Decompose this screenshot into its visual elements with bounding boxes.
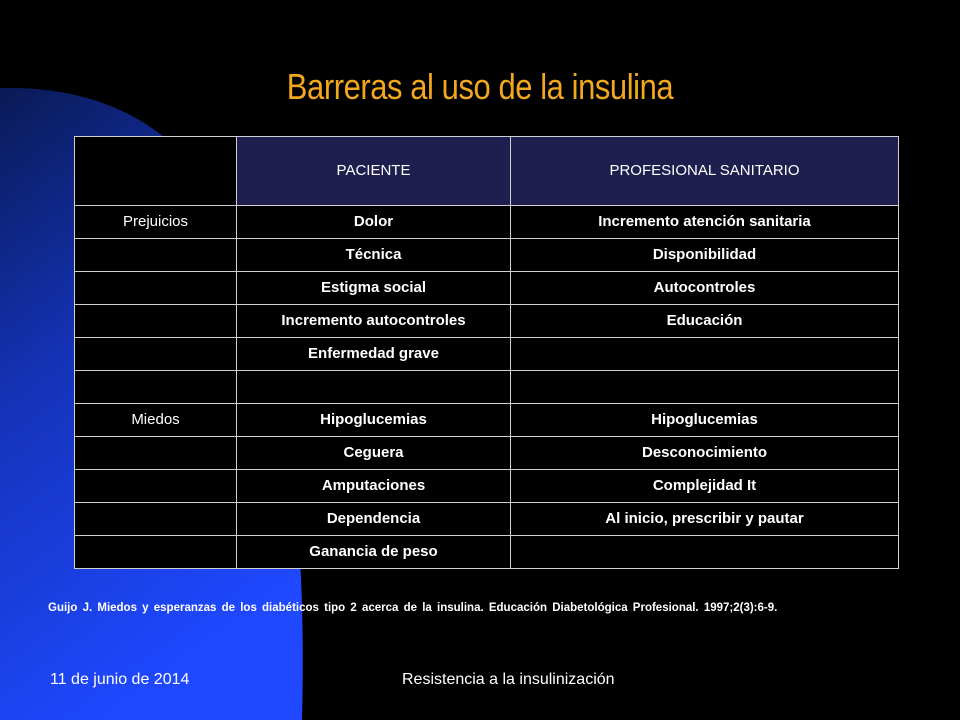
table-row <box>75 206 899 239</box>
category-cell <box>75 272 237 305</box>
profesional-cell: Disponibilidad <box>511 239 899 272</box>
table-row <box>75 503 899 536</box>
table-row <box>75 404 899 437</box>
table-row <box>75 470 899 503</box>
paciente-cell: Enfermedad grave <box>237 338 511 371</box>
profesional-cell: Autocontroles <box>511 272 899 305</box>
table-row <box>75 272 899 305</box>
profesional-cell: Complejidad It <box>511 470 899 503</box>
category-cell <box>75 503 237 536</box>
paciente-cell: Ceguera <box>237 437 511 470</box>
paciente-cell: Ganancia de peso <box>237 536 511 569</box>
paciente-cell: Dolor <box>237 206 511 239</box>
header-corner-cell <box>75 137 237 206</box>
table-row <box>75 239 899 272</box>
header-profesional: PROFESIONAL SANITARIO <box>511 137 899 206</box>
category-cell <box>75 338 237 371</box>
category-cell <box>75 536 237 569</box>
category-cell <box>75 305 237 338</box>
table-row <box>75 536 899 569</box>
profesional-cell: Incremento atención sanitaria <box>511 206 899 239</box>
footer-title: Resistencia a la insulinización <box>402 671 615 688</box>
table-row <box>75 305 899 338</box>
category-cell: Prejuicios <box>75 206 237 239</box>
category-cell: Miedos <box>75 404 237 437</box>
paciente-cell: Dependencia <box>237 503 511 536</box>
paciente-cell: Amputaciones <box>237 470 511 503</box>
table-row <box>75 437 899 470</box>
category-cell <box>75 470 237 503</box>
table-header-row <box>75 137 899 206</box>
citation-text: Guijo J. Miedos y esperanzas de los diabéticos tipo 2 acerca de la insulina. Educación Diabetológica Profesional. 1997;2(3):6-9. <box>48 602 778 614</box>
category-cell <box>75 239 237 272</box>
profesional-cell <box>511 371 899 404</box>
profesional-cell: Desconocimiento <box>511 437 899 470</box>
footer-date: 11 de junio de 2014 <box>50 671 190 688</box>
header-paciente: PACIENTE <box>237 137 511 206</box>
profesional-cell <box>511 338 899 371</box>
paciente-cell: Incremento autocontroles <box>237 305 511 338</box>
profesional-cell: Educación <box>511 305 899 338</box>
paciente-cell: Hipoglucemias <box>237 404 511 437</box>
slide-title: Barreras al uso de la insulina <box>286 66 674 107</box>
paciente-cell: Estigma social <box>237 272 511 305</box>
profesional-cell: Al inicio, prescribir y pautar <box>511 503 899 536</box>
table-row <box>75 371 899 404</box>
table-row <box>75 338 899 371</box>
category-cell <box>75 371 237 404</box>
profesional-cell <box>511 536 899 569</box>
category-cell <box>75 437 237 470</box>
paciente-cell: Técnica <box>237 239 511 272</box>
paciente-cell <box>237 371 511 404</box>
barriers-table <box>74 136 899 569</box>
profesional-cell: Hipoglucemias <box>511 404 899 437</box>
